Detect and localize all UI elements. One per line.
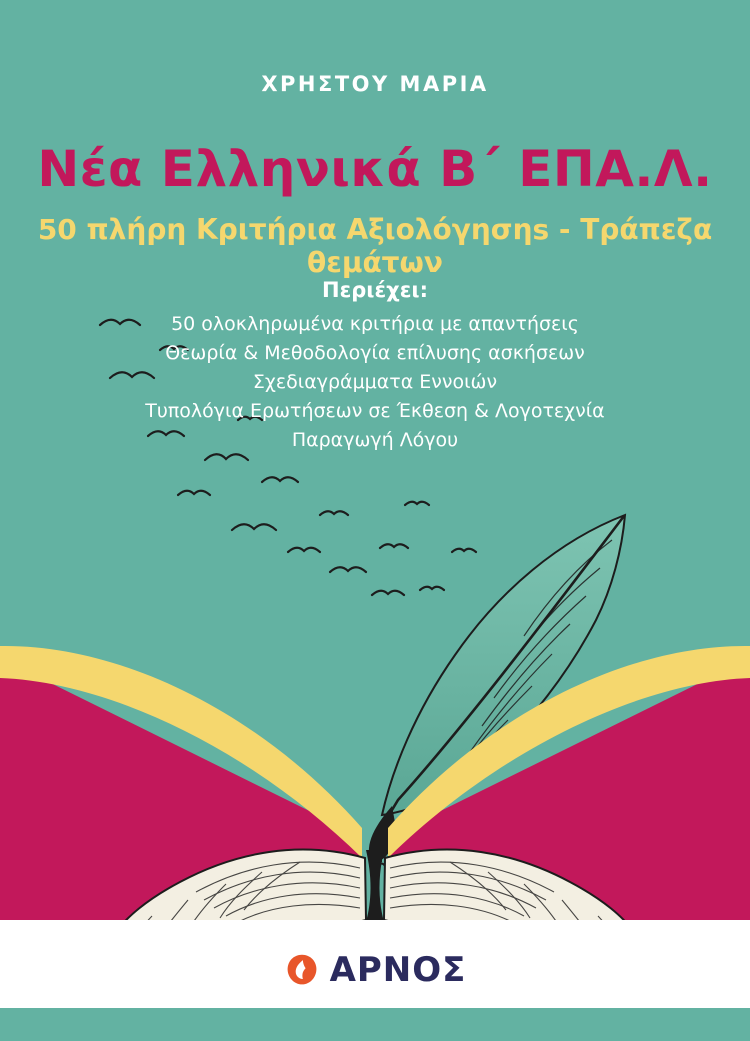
list-item: Σχεδιαγράμματα Εννοιών — [252, 371, 498, 393]
publisher-name: ΑΡΝΟΣ — [329, 950, 467, 990]
contains-list — [0, 310, 750, 455]
list-item: 50 ολοκληρωμένα κριτήρια με απαντήσεις — [171, 313, 579, 335]
bottom-teal-band — [0, 1008, 750, 1041]
author-name: ΧΡΗΣΤΟΥ ΜΑΡΙΑ — [261, 72, 489, 96]
open-book-icon — [0, 600, 750, 960]
book-title: Νέα Ελληνικά Β΄ ΕΠΑ.Λ. — [37, 140, 713, 198]
book-subtitle: 50 πλήρη Κριτήρια Αξιολόγησηs - Τράπεζα θεμάτων — [37, 213, 713, 279]
contains-label: Περιέχει: — [322, 278, 428, 302]
list-item: Τυπολόγια Ερωτήσεων σε Έκθεση & Λογοτεχνία — [145, 400, 605, 422]
arnos-flame-icon — [284, 952, 320, 988]
publisher-logo — [0, 950, 750, 990]
list-item: Παραγωγή Λόγου — [291, 429, 459, 451]
list-item: Θεωρία & Μεθοδολογία επίλυσης ασκήσεων — [165, 342, 585, 364]
